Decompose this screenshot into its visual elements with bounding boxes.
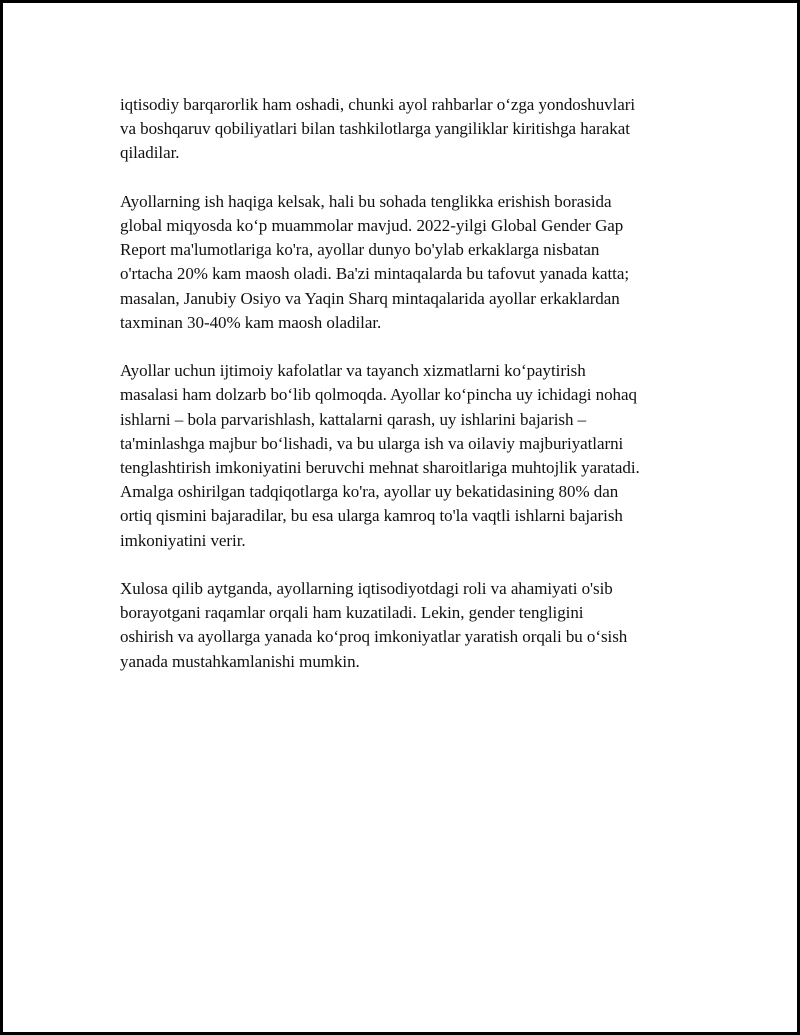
text-line: Ayollarning ish haqiga kelsak, hali bu sohada tenglikka erishish borasida bbox=[120, 191, 612, 211]
text-line: o'rtacha 20% kam maosh oladi. Ba'zi mintaqalarda bu tafovut yanada katta; bbox=[120, 264, 629, 284]
text-line: Xulosa qilib aytganda, ayollarning iqtisodiyotdagi roli va ahamiyati o'sib bbox=[120, 579, 613, 599]
text-line: masalasi ham dolzarb bo‘lib qolmoqda. Ayollar ko‘pincha uy ichidagi nohaq bbox=[120, 385, 637, 405]
text-line: oshirish va ayollarga yanada ko‘proq imkoniyatlar yaratish orqali bu o‘sish bbox=[120, 627, 628, 647]
text-line: Ayollar uchun ijtimoiy kafolatlar va tayanch xizmatlarni ko‘paytirish bbox=[120, 361, 586, 381]
text-line: tenglashtirish imkoniyatini beruvchi mehnat sharoitlariga muhtojlik yaratadi. bbox=[120, 458, 640, 478]
paragraph-2 bbox=[120, 190, 705, 335]
text-line: Amalga oshirilgan tadqiqotlarga ko'ra, ayollar uy bekatidasining 80% dan bbox=[120, 482, 619, 502]
text-line: qiladilar. bbox=[120, 143, 180, 163]
paragraph-4 bbox=[120, 577, 705, 674]
text-line: imkoniyatini verir. bbox=[120, 530, 246, 550]
text-line: masalan, Janubiy Osiyo va Yaqin Sharq mintaqalarida ayollar erkaklardan bbox=[120, 288, 620, 308]
text-line: taxminan 30-40% kam maosh oladilar. bbox=[120, 312, 382, 332]
text-line: Report ma'lumotlariga ko'ra, ayollar dunyo bo'ylab erkaklarga nisbatan bbox=[120, 240, 600, 260]
text-line: ortiq qismini bajaradilar, bu esa ularga kamroq to'la vaqtli ishlarni bajarish bbox=[120, 506, 623, 526]
text-line: va boshqaruv qobiliyatlari bilan tashkilotlarga yangiliklar kiritishga harakat bbox=[120, 119, 630, 139]
text-line: global miqyosda ko‘p muammolar mavjud. 2022-yilgi Global Gender Gap bbox=[120, 216, 624, 235]
body-text bbox=[120, 93, 705, 698]
text-line: ishlarni – bola parvarishlash, kattalarni qarash, uy ishlarini bajarish – bbox=[120, 409, 587, 429]
paragraph-1 bbox=[120, 93, 705, 166]
text-line: borayotgani raqamlar orqali ham kuzatiladi. Lekin, gender tengligini bbox=[120, 603, 584, 623]
text-line: yanada mustahkamlanishi mumkin. bbox=[120, 651, 360, 671]
text-line: ta'minlashga majbur bo‘lishadi, va bu ularga ish va oilaviy majburiyatlarni bbox=[120, 433, 624, 453]
text-line: iqtisodiy barqarorlik ham oshadi, chunki ayol rahbarlar o‘zga yondoshuvlari bbox=[120, 95, 636, 114]
paragraph-3 bbox=[120, 359, 705, 553]
